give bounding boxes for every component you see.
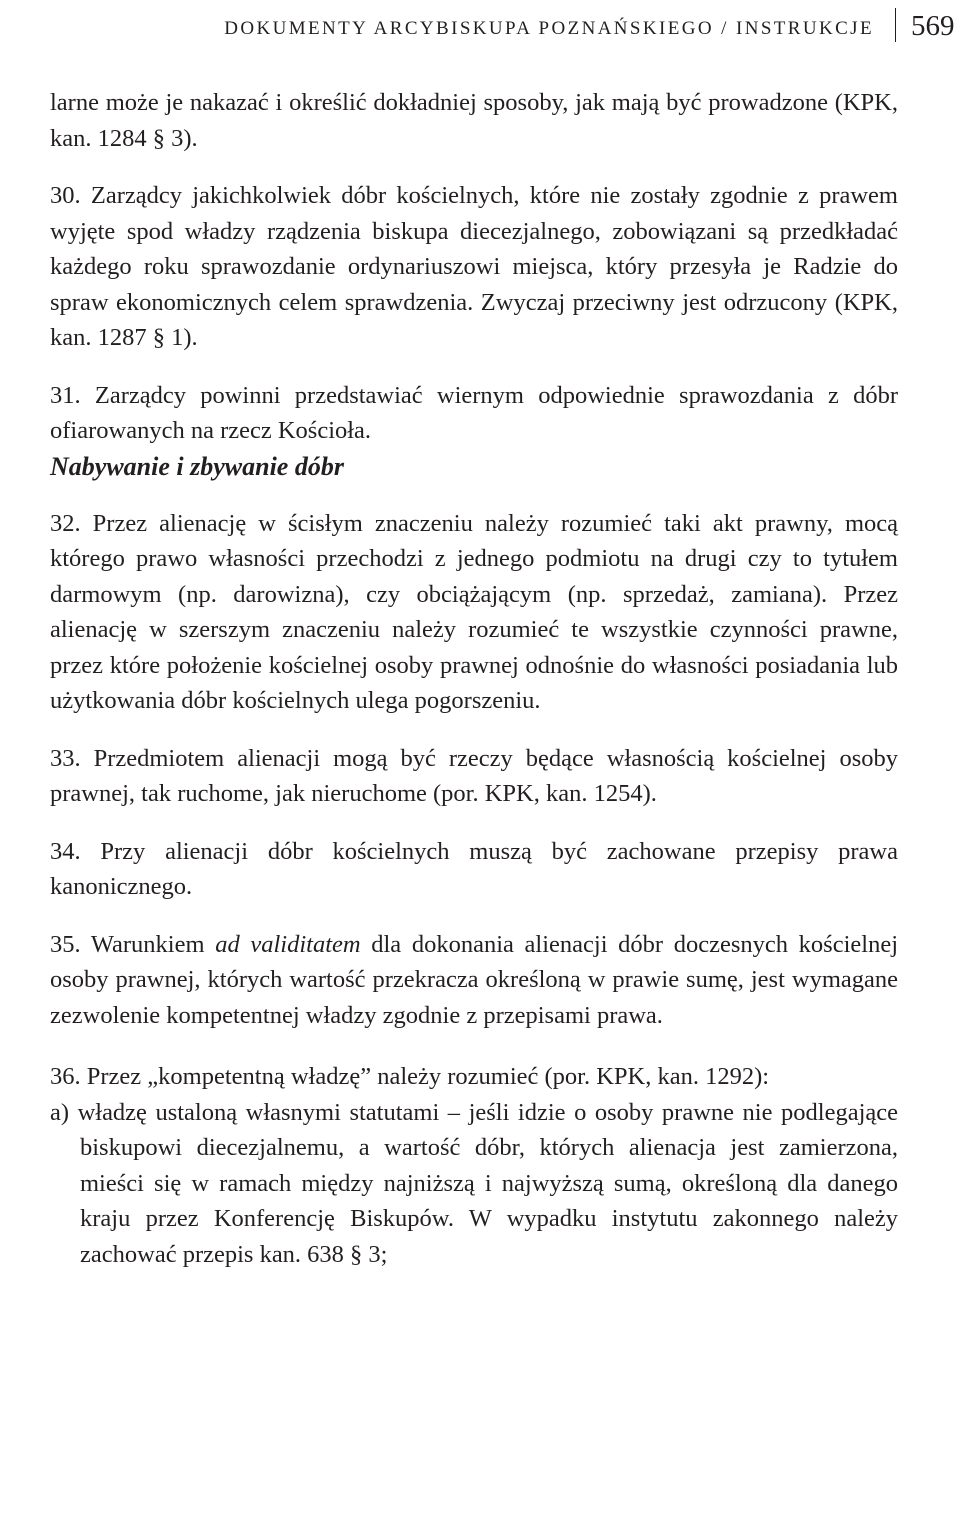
page-body: [50, 85, 898, 1272]
paragraph-33: 33. Przedmiotem alienacji mogą być rzeczy będące własnością kościelnej osoby prawnej, tak ruchome, jak nieruchome (por. KPK, kan. 1254).: [50, 744, 898, 807]
paragraph-35-text-start: 35. Warunkiem: [50, 930, 216, 958]
paragraph-35: [50, 927, 898, 1034]
section-heading: Nabywanie i zbywanie dóbr: [50, 451, 344, 481]
paragraph-31: 31. Zarządcy powinni przedstawiać wiernym odpowiednie sprawozdania z dóbr ofiarowanych na rzecz Kościoła.: [50, 381, 898, 444]
paragraph-34: 34. Przy alienacji dóbr kościelnych muszą być zachowane przepisy prawa kanonicznego.: [50, 837, 898, 900]
list-item-a: a) władzę ustaloną własnymi statutami – jeśli idzie o osoby prawne nie podlegające biskupowi diecezjalnemu, a wartość dóbr, których alienacja jest zamierzona, mieści się w ramach między najniższą i najwyższą sumą, określoną dla danego kraju przez Konferencję Biskupów. W wypadku instytutu zakonnego należy zachować przepis kan. 638 § 3;: [50, 1098, 898, 1268]
running-head: DOKUMENTY ARCYBISKUPA POZNAŃSKIEGO / INSTRUKCJE: [224, 18, 874, 39]
paragraph-36: 36. Przez „kompetentną władzę” należy rozumieć (por. KPK, kan. 1292):: [50, 1063, 770, 1090]
page-number: 569: [911, 10, 955, 42]
latin-term: ad validitatem: [215, 930, 361, 958]
paragraph-30: 30. Zarządcy jakichkolwiek dóbr kościelnych, które nie zostały zgodnie z prawem wyjęte spod władzy rządzenia biskupa diecezjalnego, zobowiązani są przedkładać każdego roku sprawozdanie ordynariuszowi miejsca, który przesyła je Radzie do spraw ekonomicznych celem sprawdzenia. Zwyczaj przeciwny jest odrzucony (KPK, kan. 1287 § 1).: [50, 182, 898, 351]
header-divider: [895, 8, 896, 42]
paragraph-35-text-end: dla dokonania alienacji dóbr doczesnych kościelnej osoby prawnej, których wartość przekracza określoną w prawie sumę, jest wymagane zezwolenie kompetentnej władzy zgodnie z przepisami prawa.: [50, 930, 898, 1029]
paragraph-continued: larne może je nakazać i określić dokładniej sposoby, jak mają być prowadzone (KPK, kan. 1284 § 3).: [50, 89, 898, 152]
page-header: [0, 8, 960, 48]
paragraph-32: 32. Przez alienację w ścisłym znaczeniu należy rozumieć taki akt prawny, mocą którego prawo własności przechodzi z jednego podmiotu na drugi czy to tytułem darmowym (np. darowizna), czy obciążającym (np. sprzedaż, zamiana). Przez alienację w szerszym znaczeniu należy rozumieć te wszystkie czynności prawne, przez które położenie kościelnej osoby prawnej odnośnie do własności posiadania lub użytkowania dóbr kościelnych ulega pogorszeniu.: [50, 509, 898, 714]
